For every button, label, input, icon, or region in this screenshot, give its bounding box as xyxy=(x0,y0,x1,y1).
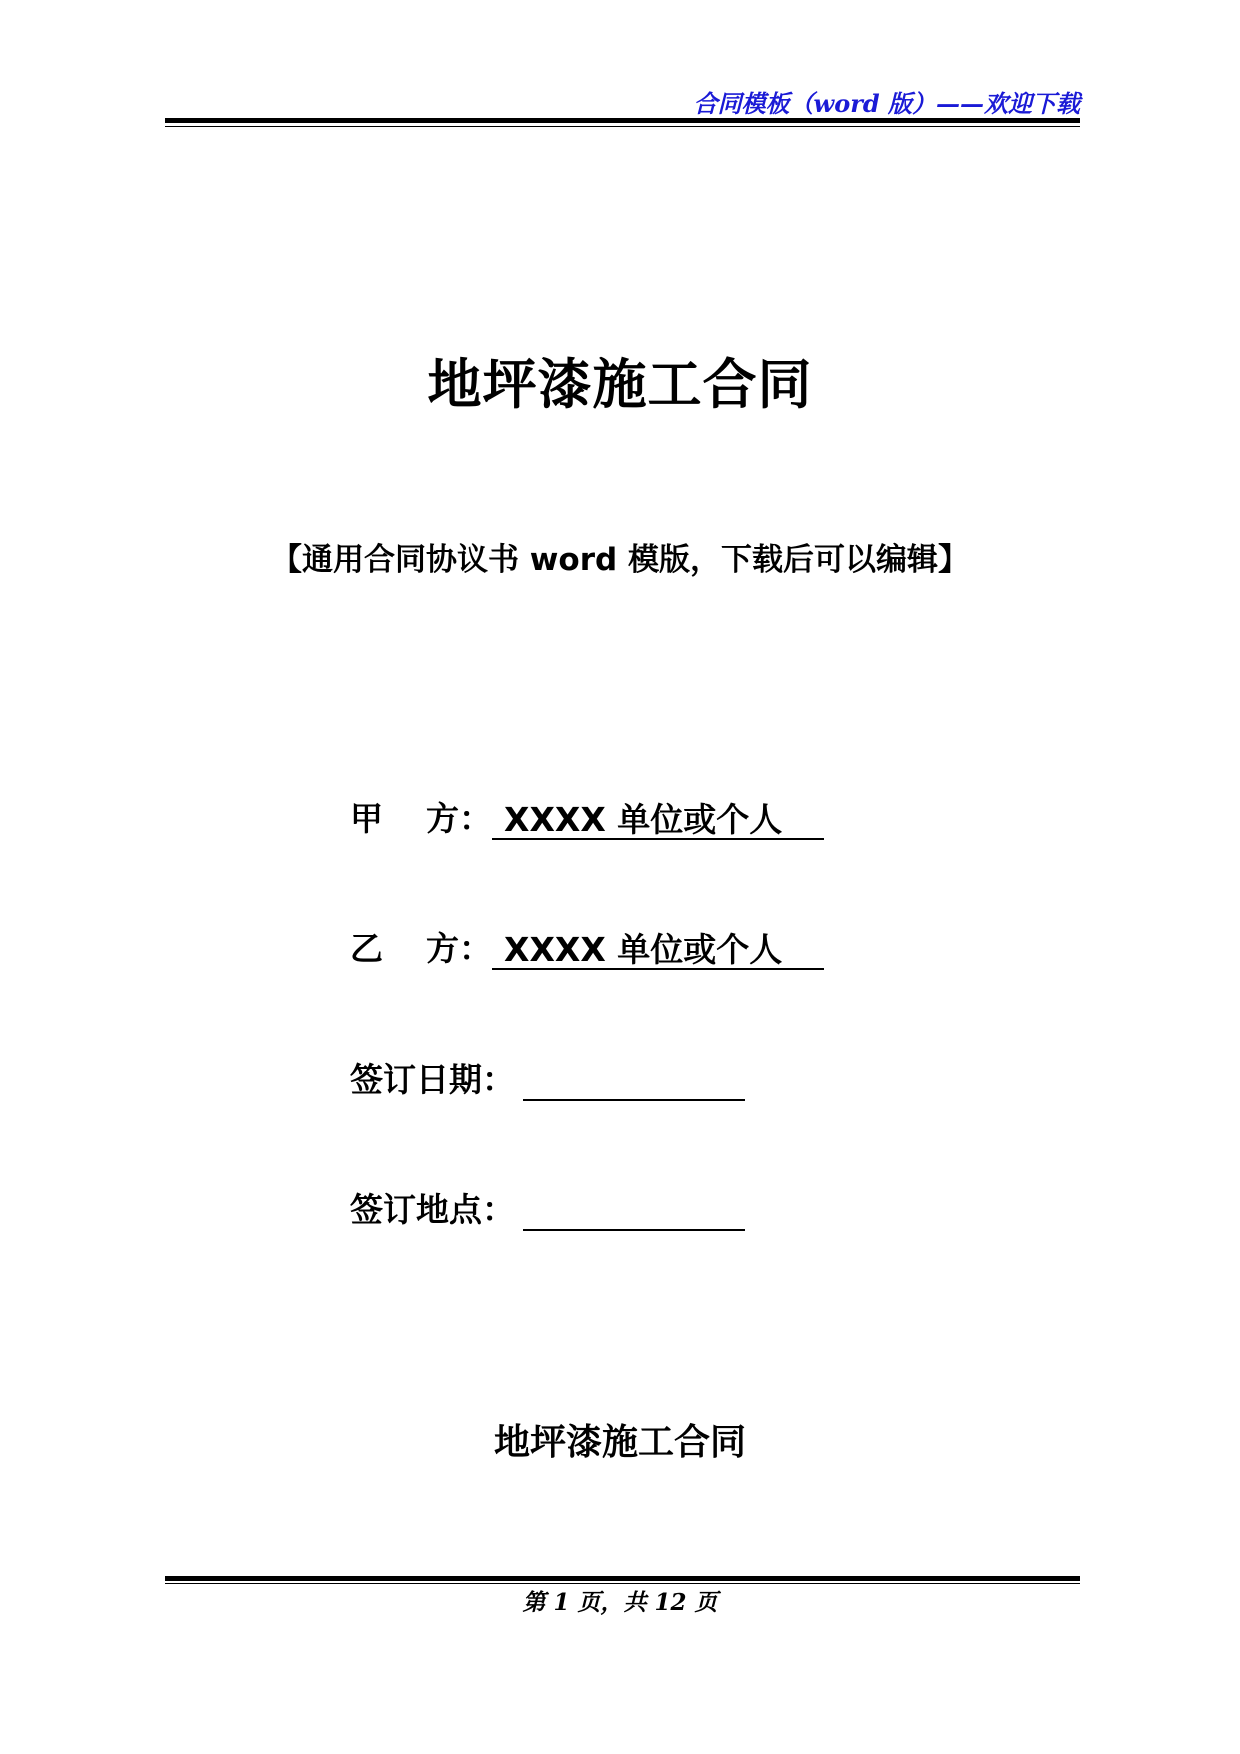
sign-date-label: 签订日期： xyxy=(350,1060,515,1099)
page-number: 第 1 页，共 12 页 xyxy=(522,1589,718,1616)
sign-place-label: 签订地点： xyxy=(350,1190,515,1229)
footer-rule-thick xyxy=(165,1576,1080,1581)
sign-place-blank[interactable] xyxy=(523,1199,745,1231)
party-a-field xyxy=(350,793,824,840)
party-b-label-second: 方： xyxy=(426,929,492,968)
sign-place-field xyxy=(350,1184,745,1231)
document-bottom-title: 地坪漆施工合同 xyxy=(493,1422,746,1463)
header-rule-thick xyxy=(165,118,1080,123)
party-b-label-first: 乙 xyxy=(350,929,383,968)
header-rule-thin xyxy=(165,126,1080,127)
document-title: 地坪漆施工合同 xyxy=(427,353,813,416)
sign-date-field xyxy=(350,1054,745,1101)
party-a-label-second: 方： xyxy=(426,799,492,838)
party-b-value[interactable]: XXXX 单位或个人 xyxy=(492,932,824,970)
party-b-field xyxy=(350,923,824,970)
sign-date-blank[interactable] xyxy=(523,1069,745,1101)
party-a-label-first: 甲 xyxy=(350,799,383,838)
party-a-value[interactable]: XXXX 单位或个人 xyxy=(492,802,824,840)
document-subtitle: 【通用合同协议书 word 模版，下载后可以编辑】 xyxy=(271,542,969,578)
header-title: 合同模板（word 版）——欢迎下载 xyxy=(693,89,1080,118)
